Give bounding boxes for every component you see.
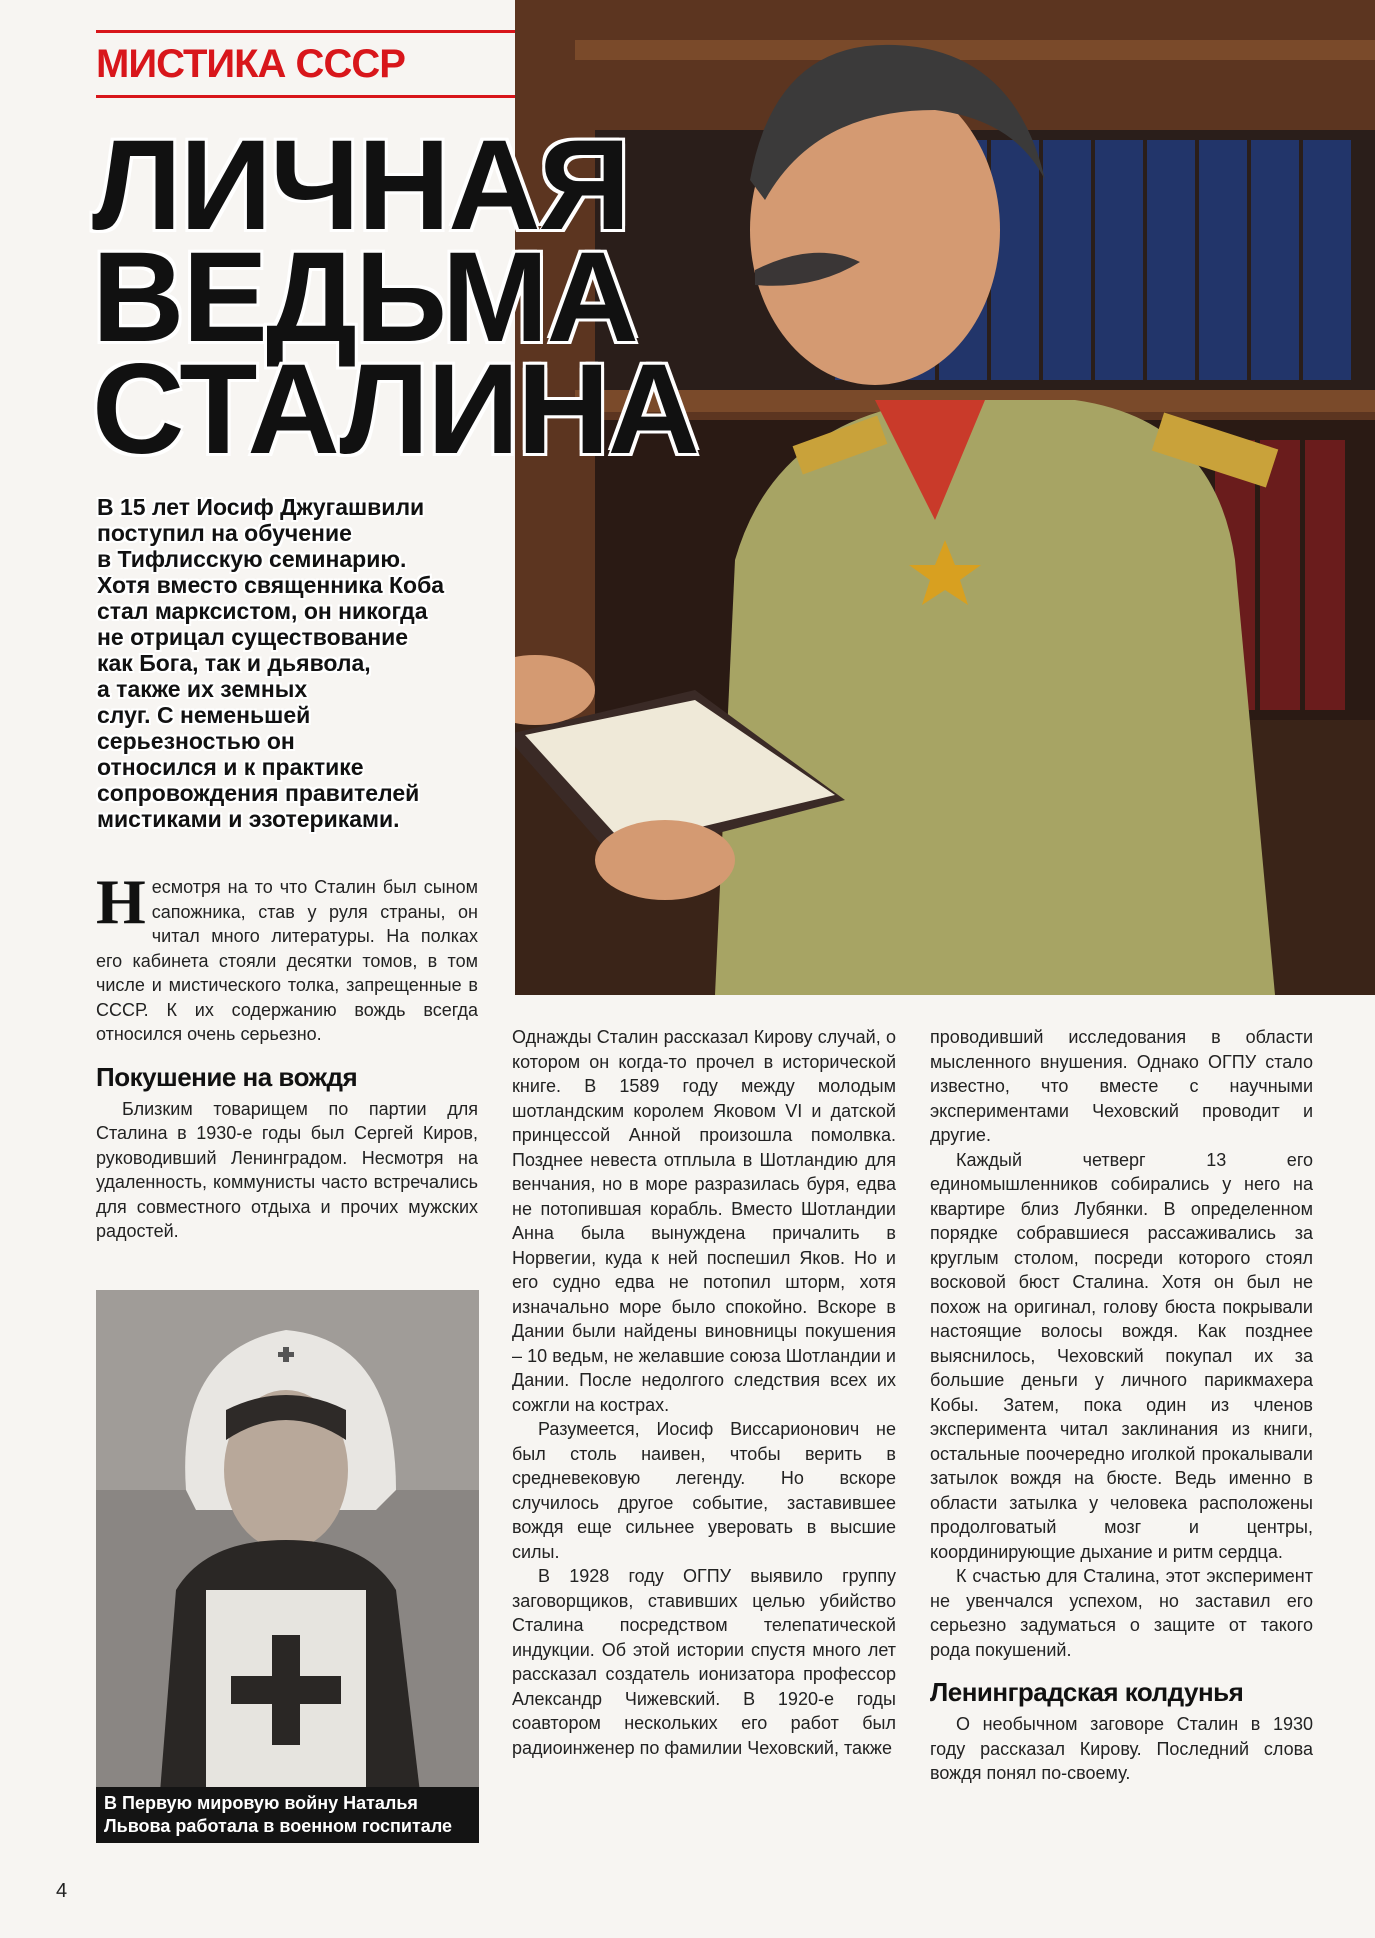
lead-line: стал марксистом, он никогда (97, 598, 428, 624)
paragraph: Близким товарищем по партии для Сталина в 1930-е годы был Сергей Киров, руководивший Ленинградом. Несмотря на удаленность, коммунисты часто встречались для совместного отдыха и прочих мужских радостей. (96, 1098, 478, 1241)
drop-cap: Н (96, 866, 146, 937)
nurse-photo (96, 1290, 479, 1843)
paragraph-text: есмотря на то что Сталин был сыном сапожника, став у руля страны, он читал много литературы. На полках его кабинета стояли десятки томов, в том числе и мистического толка, запрещенные в СССР. К их содержанию вождь всегда относился очень серьезно. (96, 877, 478, 1044)
lead-line: сопровождения правителей (97, 780, 420, 806)
headline-line: СТАЛИНА (92, 338, 699, 481)
article-column-3 (930, 1025, 1313, 1786)
lead-line: поступил на обучение (97, 520, 352, 546)
paragraph: Однажды Сталин рассказал Кирову случай, о котором он когда-то прочел в исторической книге. В 1589 году между молодым шотландским королем Яковом VI и датской принцессой Анной произошла помолвка. Позднее невеста отплыла в Шотландию для венчания, но в море разразилась буря, едва не потопившая корабль. Вместо Шотландии Анна была вынуждена причалить в Норвегии, куда к ней поспешил Яков. Но и его судно едва не потопил шторм, хотя изначально море было спокойно. Вскоре в Дании были найдены виновницы покушения – 10 ведьм, не желавшие союза Шотландии и Дании. После недолгого следствия всех их сожгли на кострах. (512, 1027, 896, 1415)
paragraph: К счастью для Сталина, этот эксперимент не увенчался успехом, но заставил его серьезно задуматься о защите от такого рода покушений. (930, 1566, 1313, 1660)
nurse-photo-drawing (96, 1290, 479, 1843)
lead-line: Хотя вместо священника Коба (97, 572, 445, 598)
lead-line: как Бога, так и дьявола, (97, 650, 371, 676)
paragraph: Разумеется, Иосиф Виссарионович не был столь наивен, чтобы верить в средневековую легенду. Но вскоре случилось другое событие, заставившее вождя еще сильнее уверовать в высшие силы. (512, 1419, 896, 1562)
section-subheading: Ленинградская колдунья (930, 1677, 1244, 1707)
lead-line: В 15 лет Иосиф Джугашвили (97, 494, 425, 520)
photo-caption: В Первую мировую войну Наталья Львова работала в военном госпитале (96, 1787, 479, 1843)
paragraph: О необычном заговоре Сталин в 1930 году рассказал Кирову. Последний слова вождя понял по-своему. (930, 1714, 1313, 1783)
lead-line: слуг. С неменьшей (97, 702, 311, 728)
article-column-2 (512, 1025, 896, 1760)
article-headline (92, 114, 732, 481)
rubric-title: МИСТИКА СССР (96, 41, 405, 86)
paragraph: Каждый четверг 13 его единомышленников собирались у него на квартире близ Лубянки. В определенном порядке собравшиеся рассаживались за круглым столом, посреди которого стоял восковой бюст Сталина. Хотя он был не похож на оригинал, голову бюста покрывали настоящие волосы вождя. Как позднее выяснилось, Чеховский покупал их за большие деньги у личного парикмахера Кобы. Затем, пока один из членов эксперимента читал заклинания из книги, остальные поочередно иголкой прокалывали затылок вождя на бюсте. Ведь именно в области затылка у человека расположены продолговатый мозг и центры, координирующие дыхание и ритм сердца. (930, 1149, 1313, 1562)
article-lead (97, 494, 537, 832)
lead-line: мистиками и эзотериками. (97, 806, 400, 832)
lead-line: серьезностью он (97, 728, 295, 754)
page-number: 4 (56, 1880, 68, 1902)
section-subheading: Покушение на вождя (96, 1061, 358, 1092)
article-column-1 (96, 866, 478, 1244)
paragraph (96, 866, 478, 1047)
headline-line: ВЕДЬМА (92, 226, 637, 369)
paragraph: В 1928 году ОГПУ выявило группу заговорщиков, ставивших целью убийство Сталина посредством телепатической индукции. Об этой истории спустя много лет рассказал создатель ионизатора профессор Александр Чижевский. В 1920-е годы соавтором нескольких его работ был радиоинженер по фамилии Чеховский, также (512, 1566, 896, 1758)
lead-line: в Тифлисскую семинарию. (97, 546, 407, 572)
paragraph: проводивший исследования в области мысленного внушения. Однако ОГПУ стало известно, что вместе с научными экспериментами Чеховский проводит и другие. (930, 1027, 1313, 1145)
headline-line: ЛИЧНАЯ (92, 114, 629, 257)
lead-line: а также их земных (97, 676, 308, 702)
lead-line: относился и к практике (97, 754, 364, 780)
lead-line: не отрицал существование (97, 624, 409, 650)
